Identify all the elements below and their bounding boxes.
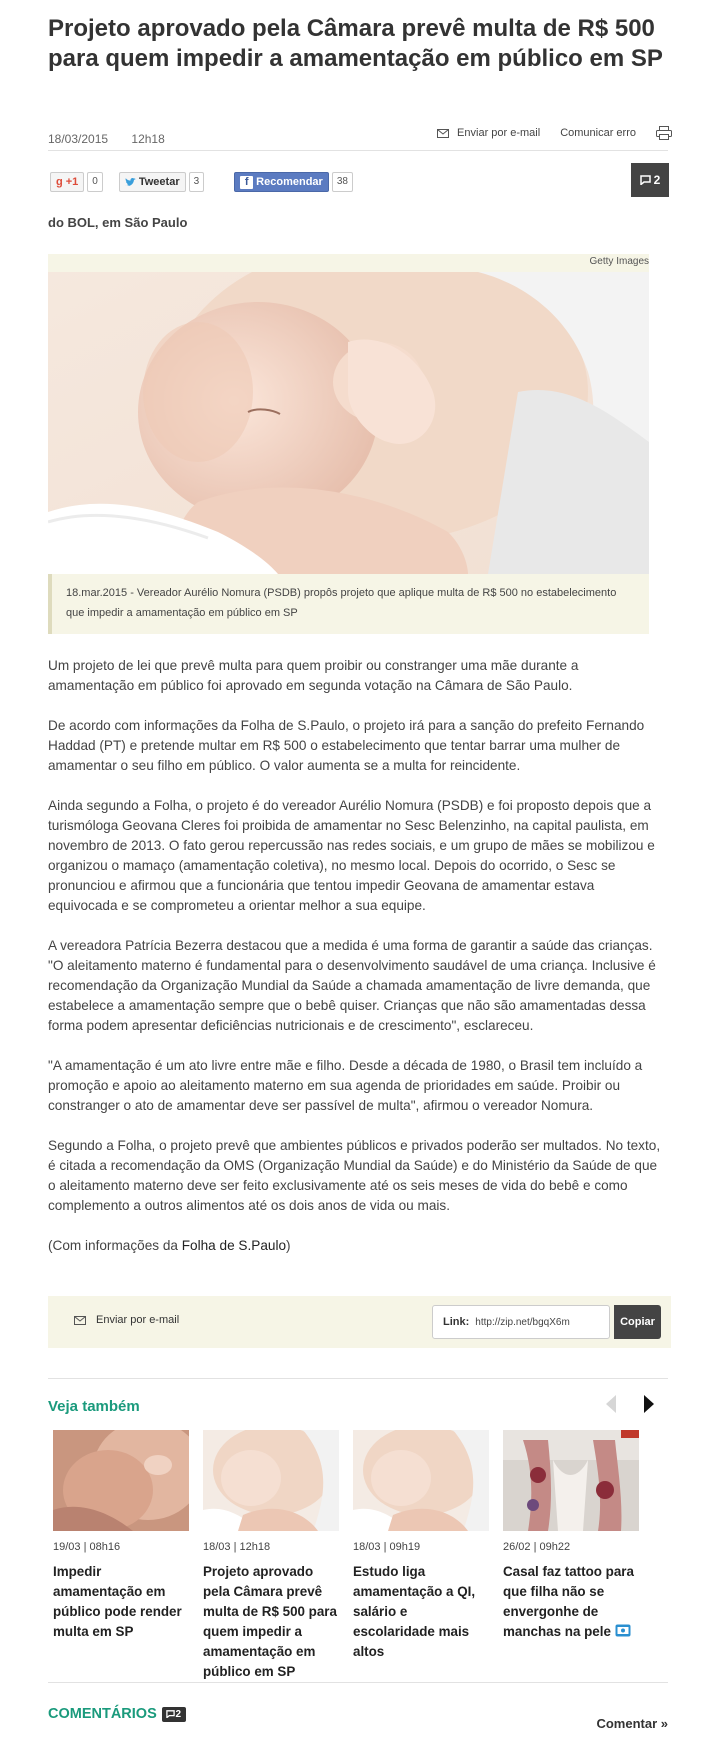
tweet-label: Tweetar bbox=[138, 176, 180, 188]
related-carousel bbox=[53, 1430, 653, 1679]
article-paragraph-source: (Com informações da Folha de S.Paulo) bbox=[48, 1238, 291, 1253]
speech-bubble-icon bbox=[640, 175, 651, 185]
article-paragraph: "A amamentação é um ato livre entre mãe e filho. Desde a década de 1980, o Brasil tem incluído a promoção e apoio ao aleitamento materno em sua agenda de prioridades em saúde. Proibir ou constranger o ato de amamentar deve ser passível de multa", afirmou o vereador Nomura. bbox=[48, 1058, 643, 1113]
short-link-label: Link: bbox=[443, 1316, 470, 1328]
footer-email-link[interactable] bbox=[74, 1314, 179, 1326]
thumb-tattoo-legs bbox=[503, 1430, 639, 1531]
photo-credit: Getty Images bbox=[589, 256, 649, 267]
related-card-date: 19/03 | 08h16 bbox=[53, 1541, 121, 1553]
copy-link-button[interactable]: Copiar bbox=[614, 1305, 661, 1339]
gplus-count: 0 bbox=[87, 172, 103, 192]
short-link-box[interactable] bbox=[432, 1305, 610, 1339]
related-thumbnail[interactable] bbox=[203, 1430, 339, 1531]
divider bbox=[48, 1378, 668, 1379]
envelope-icon bbox=[437, 129, 449, 138]
thumb-breastfeeding-closeup bbox=[53, 1430, 189, 1531]
comments-section-title: COMENTÁRIOS 2 bbox=[48, 1706, 186, 1722]
article-title: Projeto aprovado pela Câmara prevê multa de R$ 500 para quem impedir a amamentação em público em SP bbox=[48, 15, 663, 72]
photo-mother-breastfeeding-baby bbox=[48, 272, 649, 574]
related-card[interactable] bbox=[53, 1430, 189, 1642]
related-thumbnail[interactable] bbox=[503, 1430, 639, 1531]
comments-count-badge[interactable] bbox=[631, 163, 669, 197]
article-byline: do BOL, em São Paulo bbox=[48, 215, 188, 230]
article-time: 12h18 bbox=[131, 132, 165, 146]
divider bbox=[48, 1682, 668, 1683]
speech-bubble-icon bbox=[166, 1710, 175, 1718]
photo-caption: 18.mar.2015 - Vereador Aurélio Nomura (PSDB) propôs projeto que aplique multa de R$ 500 no estabelecimento que impedir a amamentação em público em SP bbox=[48, 574, 649, 634]
thumb-mother-baby bbox=[353, 1430, 489, 1531]
facebook-icon: f bbox=[240, 176, 253, 189]
short-link-url[interactable]: http://zip.net/bgqX6m bbox=[475, 1316, 570, 1328]
thumb-mother-baby bbox=[203, 1430, 339, 1531]
tweet-button[interactable] bbox=[119, 172, 186, 192]
twitter-bird-icon bbox=[125, 178, 136, 187]
photo-block bbox=[48, 254, 649, 634]
report-error-label: Comunicar erro bbox=[560, 127, 636, 139]
article-paragraph: A vereadora Patrícia Bezerra destacou que a medida é uma forma de garantir a saúde das crianças. "O aleitamento materno é fundamental para o desenvolvimento saudável de uma criança. Inclusive é recomendação da Organização Mundial da Saúde a chamada amamentação de livre demanda, que estabelece a amamentação sempre que o bebê quiser. Crianças que não são amamentadas dessa forma podem apresentar deficiências nutricionais e de crescimento", esclareceu. bbox=[48, 938, 656, 1033]
photo-gallery-icon bbox=[615, 1624, 631, 1637]
comments-count: 2 bbox=[653, 173, 661, 187]
related-card-title[interactable]: Impedir amamentação em público pode render multa em SP bbox=[53, 1564, 182, 1639]
related-card-title[interactable]: Projeto aprovado pela Câmara prevê multa de R$ 500 para quem impedir a amamentação em público em SP bbox=[203, 1564, 337, 1679]
related-card-date: 18/03 | 12h18 bbox=[203, 1541, 271, 1553]
article-body bbox=[48, 656, 666, 1276]
article-paragraph: Um projeto de lei que prevê multa para quem proibir ou constranger uma mãe durante a amamentação em público foi aprovado em segunda votação na Câmara de São Paulo. bbox=[48, 658, 579, 693]
printer-icon[interactable] bbox=[656, 126, 672, 140]
arrow-right-icon[interactable] bbox=[636, 1392, 660, 1416]
social-share-bar bbox=[50, 172, 353, 192]
article-paragraph: Segundo a Folha, o projeto prevê que ambientes públicos e privados poderão ser multados. No texto, é citada a recomendação da OMS (Organização Mundial da Saúde) e do Ministério da Saúde de que o aleitamento materno deve ser feito exclusivamente até os seis meses de vida do bebê e como complemento a outros alimentos até os dois anos de vida ou mais. bbox=[48, 1138, 661, 1213]
email-link-label: Enviar por e-mail bbox=[457, 127, 541, 139]
source-link[interactable]: Folha de S.Paulo bbox=[181, 1238, 287, 1253]
article-paragraph: De acordo com informações da Folha de S.Paulo, o projeto irá para a sanção do prefeito Fernando Haddad (PT) e pretende multar em R$ 500 o estabelecimento que tentar barrar uma mulher de amamentar o seu filho em público. O valor aumenta se a multa for reincidente. bbox=[48, 718, 645, 773]
related-thumbnail[interactable] bbox=[353, 1430, 489, 1531]
email-link[interactable] bbox=[437, 127, 540, 139]
related-card-date: 26/02 | 09h22 bbox=[503, 1541, 571, 1553]
related-card[interactable] bbox=[353, 1430, 489, 1662]
article-date: 18/03/2015 bbox=[48, 132, 109, 146]
related-thumbnail[interactable] bbox=[53, 1430, 189, 1531]
related-card-title[interactable]: Casal faz tattoo para que filha não se envergonhe de manchas na pele bbox=[503, 1564, 634, 1639]
comments-badge: 2 bbox=[162, 1707, 186, 1722]
footer-email-label: Enviar por e-mail bbox=[96, 1314, 180, 1326]
facebook-recommend-label: Recomendar bbox=[256, 176, 323, 188]
facebook-count: 38 bbox=[332, 172, 353, 192]
article-tools bbox=[437, 126, 672, 140]
related-card-title[interactable]: Estudo liga amamentação a QI, salário e escolaridade mais altos bbox=[353, 1564, 476, 1659]
gplus-button[interactable]: g +1 bbox=[50, 172, 84, 192]
related-card[interactable] bbox=[203, 1430, 339, 1682]
report-error-link[interactable] bbox=[560, 127, 636, 139]
facebook-recommend-button[interactable] bbox=[234, 172, 329, 192]
related-card[interactable] bbox=[503, 1430, 639, 1642]
related-card-date: 18/03 | 09h19 bbox=[353, 1541, 421, 1553]
related-section-title: Veja também bbox=[48, 1398, 140, 1415]
divider bbox=[48, 150, 668, 151]
comment-link[interactable]: Comentar » bbox=[596, 1716, 668, 1731]
article-photo[interactable] bbox=[48, 272, 649, 574]
article-paragraph: Ainda segundo a Folha, o projeto é do vereador Aurélio Nomura (PSDB) e foi proposto depois que a turismóloga Geovana Cleres foi proibida de amamentar no Sesc Belenzinho, na capital paulista, em novembro de 2013. O fato gerou repercussão nas redes sociais, e um grupo de mães se mobilizou e organizou o mamaço (amamentação coletiva), no mesmo local. Depois do ocorrido, o Sesc se pronunciou e afirmou que a funcionária que tentou impedir Geovana de amamentar estava equivocada e se comprometeu a orientar melhor a sua equipe. bbox=[48, 798, 655, 913]
gplus-icon: g bbox=[56, 176, 63, 188]
share-footer-bar bbox=[48, 1296, 671, 1348]
arrow-left-icon[interactable] bbox=[600, 1392, 624, 1416]
envelope-icon bbox=[74, 1316, 86, 1325]
tweet-count: 3 bbox=[189, 172, 205, 192]
article-meta bbox=[48, 132, 185, 146]
